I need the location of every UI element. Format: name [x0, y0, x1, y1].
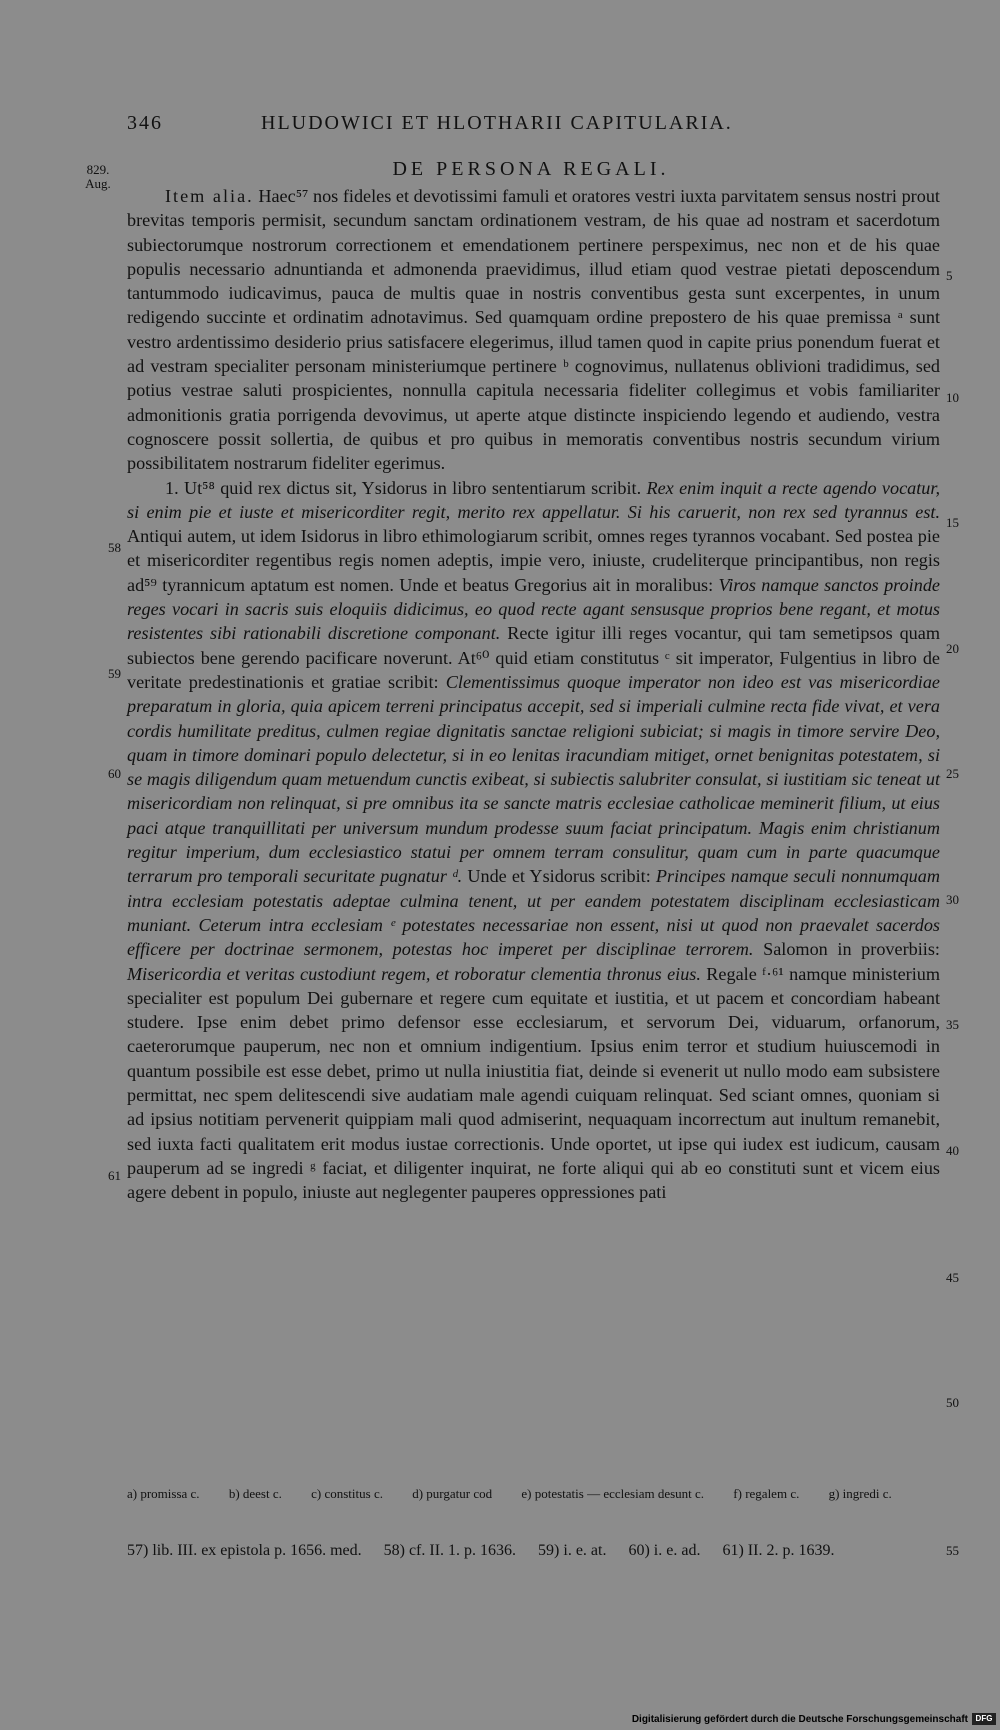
- reference: 58) cf. II. 1. p. 1636.: [383, 1542, 517, 1559]
- reference: 61) II. 2. p. 1639.: [722, 1542, 835, 1559]
- footnote: f) regalem c.: [733, 1486, 800, 1501]
- page-header: [127, 112, 801, 142]
- quotation: Clementissimus quoque imperator non ideo est vas misericordiae preparatum in gloria, quia apicem terreni principatus accepit, sed si imperiali culmine recta fide vivat, et vera cordis humilitate preditus, culmen regiae dignitatis sanctae religioni subiciat; si magis in timore servire Deo, quam in timore dominari populo delectetur, si in eo lenitas iracundiam mitiget, ornet benignitas potestatem, si se magis diligendum quam metuendum cunctis exibeat, si subiectis salubriter consulat, si iustitiam sic teneat ut misericordiam non relinquat, si pre omnibus ita se sancte matris ecclesiae catholicae meminerit filium, ut eius paci atque tranquillitati per universum mundum prodesse suum faciat principatum. Magis enim christianum regitur imperium, dum ecclesiastico statui per omnem terram consulitur, quam cum in parte quacumque terrarum pro temporali securitate pugnatur ᵈ.: [127, 671, 940, 887]
- chapter-text: Unde et Ysidorus scribit:: [462, 866, 656, 887]
- footnote: e) potestatis — ecclesiam desunt c.: [521, 1486, 705, 1501]
- chapter-text: Antiqui autem, ut idem Isidorus in libro ethimologiarum scribit, omnes reges tyrannos vocabant. Sed postea pie et misericorditer regentibus regis nomen adeptis, impie vero, iniuste, crudeliterque principantibus, non regis ad⁵⁹ tyrannicum aptatum est nomen. Unde et beatus Gregorius ait in moralibus:: [127, 526, 940, 595]
- footnote: c) constitus c.: [311, 1486, 383, 1501]
- year-note-year: 829.: [86, 162, 110, 177]
- reference: 57) lib. III. ex epistola p. 1656. med.: [127, 1542, 362, 1559]
- line-number: 40: [946, 1143, 959, 1158]
- line-number: 10: [946, 390, 959, 405]
- reference: 59) i. e. at.: [538, 1542, 607, 1559]
- chapter-text: Salomon in proverbiis:: [753, 939, 940, 960]
- dfg-logo: DFG: [972, 1713, 996, 1725]
- quotation: Principes namque seculi nonnumquam intra ecclesiam potestatis adeptae culmina tenent, ut per eandem potestatem disciplinam ecclesiasticam muniant. Ceterum intra ecclesiam ᵉ potestates necessariae non essent, nisi ut quod non praevalet sacerdos efficere per doctrinae sermonem, potestas hoc imperet per disciplinae terrorem.: [127, 866, 940, 960]
- chapter-text: Regale ᶠ·⁶¹ namque ministerium specialiter est populum Dei gubernare et regere cum equitate et iustitia, et ut pacem et concordiam habeant studere. Ipse enim debet primo defensor esse ecclesiarum, et servorum Dei, viduarum, orfanorum, caeterorumque pauperum, nec non et omnium indigentium. Ipsius enim terror et studium huiuscemodi in quantum possibile est esse debet, primo ut nulla iniustitia fiat, deinde si evenerit ut nullo modo eam subsistere permittat, nec spem delitescendi sive audatiam male agendi cuiquam relinquat. Sed sciant omnes, quoniam si ad ipsius notitiam pervenerit quippiam mali quod admiserint, nequaquam incorrectum aut inultum remanebit, sed iuxta facti qualitatem erit modus iustae correctionis. Unde oportet, ut ipse qui iudex est iudicum, causam pauperum ad se ingredi ᵍ faciat, et diligenter inquirat, ne forte aliqui qui ab eo constituti sunt et vicem eius agere debent in populo, iniuste aut neglegenter pauperes oppressiones pati: [127, 963, 940, 1203]
- page-number: 346: [127, 112, 163, 134]
- body-text: [127, 184, 940, 1204]
- footnote: a) promissa c.: [127, 1486, 200, 1501]
- line-number: 35: [946, 1017, 959, 1032]
- line-number: 50: [946, 1395, 959, 1410]
- year-note: [80, 163, 116, 191]
- footnote: d) purgatur cod: [412, 1486, 493, 1501]
- margin-ref: 60: [108, 766, 121, 781]
- digitization-credit: Digitalisierung gefördert durch die Deutsche Forschungsgemeinschaft: [631, 1714, 968, 1725]
- footnote: g) ingredi c.: [828, 1486, 892, 1501]
- line-number: 25: [946, 766, 959, 781]
- chapter-text: 1. Ut⁵⁸ quid rex dictus sit, Ysidorus in libro sententiarum scribit.: [165, 477, 647, 498]
- line-number: 15: [946, 515, 959, 530]
- paragraph-chapter-1: [127, 476, 940, 1205]
- footnote: b) deest c.: [228, 1486, 282, 1501]
- margin-ref: 61: [108, 1168, 121, 1183]
- line-number: 20: [946, 641, 959, 656]
- reference: 60) i. e. ad.: [628, 1542, 701, 1559]
- margin-ref: 59: [108, 666, 121, 681]
- paragraph-lead: Item alia.: [165, 186, 254, 206]
- paragraph-intro-text: Haec⁵⁷ nos fideles et devotissimi famuli et oratores vestri iuxta parvitatem sensus nostri prout brevitas temporis permisit, secundum sanctam ordinationem vestram, de his quae ad nostram et sacerdotum subiectorumque nostrorum correctionem et emendationem pertinere perspeximus, nec non et de his quae populis necessario adnuntianda et admonenda praevidimus, illud etiam quod vestrae pietati deposcendum tantummodo iudicavimus, pauca de multis quae in nostris conventibus gesta sunt excerpentes, in unum redigendo succinte et ordinatim adnotavimus. Sed quamquam ordine prepostero de his quae premissa ᵃ sunt vestro ardentissimo desiderio prius satisfacere elegerimus, illud tamen quod in capite prius ponendum fuerat et ad vestram specialiter personam ministeriumque pertinere ᵇ cognovimus, nullatenus oblivioni tradidimus, sed potius vestrae saluti prospicientes, nonnulla capitula necessaria fideliter collegimus et vobis familiariter admonitionis gratia porrigenda devovimus, ut aperte atque distincte inspiciendo legendo et audiendo, vestra cognoscere possit sollertia, de quibus et pro quibus in memoratis conventibus nostris secundum virium possibilitatem nostrarum fideliter egerimus.: [127, 186, 940, 474]
- quotation: Rex enim inquit a recte agendo vocatur, si enim pie et iuste et misericorditer regit, merito rex appellatur. Si his caruerit, non rex sed tyrannus est.: [127, 477, 940, 522]
- line-number: 30: [946, 892, 959, 907]
- line-number: 5: [946, 268, 953, 283]
- line-number: 45: [946, 1270, 959, 1285]
- margin-ref: 58: [108, 540, 121, 555]
- references: [127, 1540, 940, 1561]
- quotation: Misericordia et veritas custodiunt regem, et roboratur clementia thronus eius.: [127, 963, 701, 984]
- running-title: HLUDOWICI ET HLOTHARII CAPITULARIA.: [261, 112, 733, 134]
- chapter-text: Recte igitur illi reges vocantur, qui tam semetipsos quam subiectos bene gerendo pacificare noverunt. At⁶⁰ quid etiam constitutus ᶜ sit imperator, Fulgentius in libro de veritate predestinationis et gratiae scribit:: [127, 623, 940, 692]
- line-number: 55: [946, 1543, 959, 1558]
- year-note-month: Aug.: [85, 176, 111, 191]
- section-title: DE PERSONA REGALI.: [392, 158, 670, 180]
- footnotes: [127, 1485, 940, 1503]
- paragraph-intro: [127, 184, 940, 476]
- quotation: Viros namque sanctos proinde reges vocari in sacris suis eloquiis didicimus, eo quod recte agant sensusque proprios bene regant, et motus resistentes sibi rationabili discretione componant.: [127, 574, 940, 644]
